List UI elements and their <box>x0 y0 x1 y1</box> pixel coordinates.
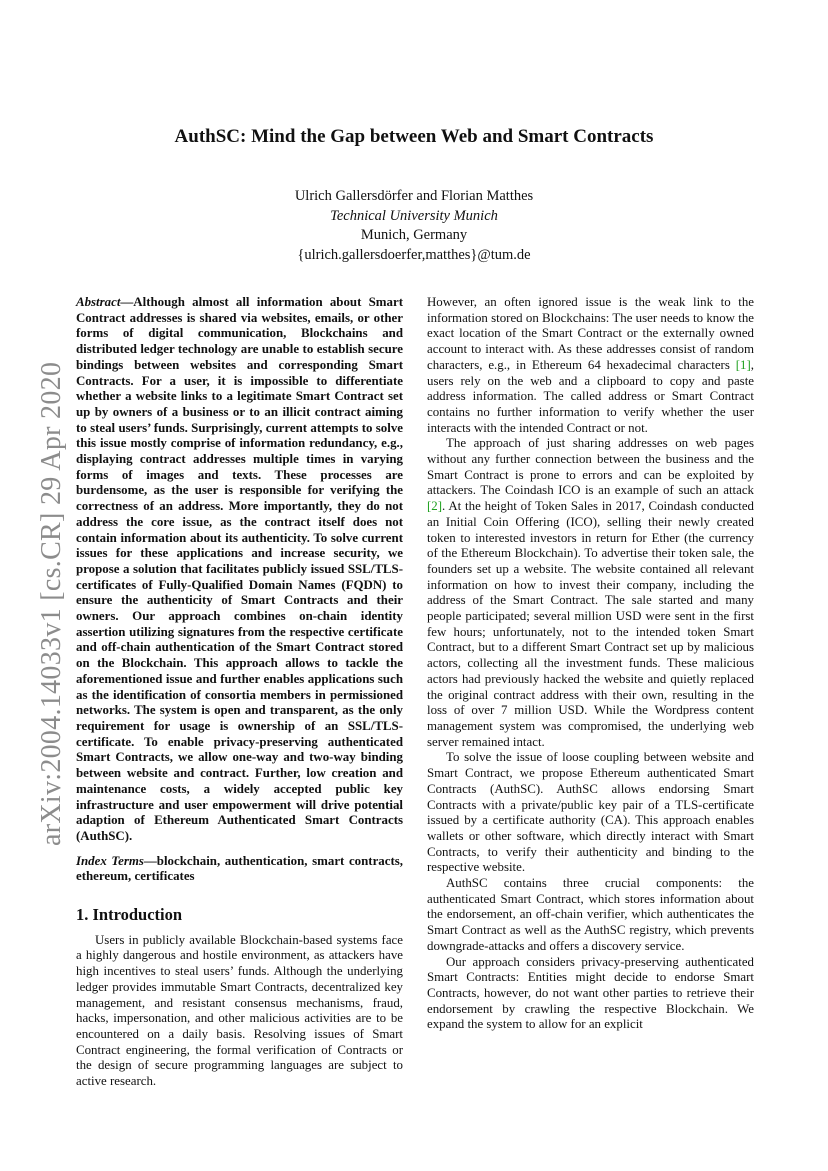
abstract-text: —Although almost all information about Smart Contract addresses is shared via websites, emails, or other forms of digital communication, Blockchains and distributed ledger technology are unable to establish secure bindings between websites and corresponding Smart Contracts. For a user, it is impossible to differentiate whether a website links to a legitimate Smart Contract set up by owners of a business or to an illicit contract aiming to steal users’ funds. Surprisingly, current attempts to solve this issue mostly comprise of information redundancy, e.g., displaying contract addresses multiple times in varying forms of images and texts. These processes are burdensome, as the user is responsible for verifying the correctness of an address. More importantly, they do not address the core issue, as the contract itself does not contain information about its authenticity. To solve current issues for these applications and increase security, we propose a solution that facilitates publicly issued SSL/TLS-certificates of Fully-Qualified Domain Names (FQDN) to ensure the authenticity of Smart Contracts and their owners. Our approach combines on-chain identity assertion utilizing signatures from the respective certificate and off-chain authentication of the Smart Contract stored on the Blockchain. This approach allows to tackle the aforementioned issue and further enables applications such as the identification of consortia members in permissioned networks. The system is open and transparent, as the only requirement for usage is ownership of an SSL/TLS-certificate. To enable privacy-preserving authenticated Smart Contracts, we allow one-way and two-way binding between website and contract. Further, low creation and maintenance costs, a widely accepted public key infrastructure and user empowerment will drive potential adaption of Ethereum Authenticated Smart Contracts (AuthSC). <box>76 295 403 843</box>
right-column <box>427 295 754 1033</box>
author-block <box>0 187 828 265</box>
intro-paragraph-2 <box>427 295 754 436</box>
intro-paragraph-5: AuthSC contains three crucial components: the authenticated Smart Contract, which stores information about the endorsement, an off-chain verifier, which authenticates the Smart Contract as well as the AuthSC registry, which prevents downgrade-attacks and offers a discovery service. <box>427 876 754 953</box>
paragraph-text: However, an often ignored issue is the weak link to the information stored on Blockchains: The user needs to know the exact location of the Smart Contract or the externally owned account to interact with. As these addresses consist of random characters, e.g., in Ethereum 64 hexadecimal characters <box>427 295 754 372</box>
author-location: Munich, Germany <box>360 227 468 243</box>
author-names: Ulrich Gallersdörfer and Florian Matthes <box>294 188 534 204</box>
index-terms <box>76 854 403 885</box>
arxiv-identifier-stamp: arXiv:2004.14033v1 [cs.CR] 29 Apr 2020 <box>36 361 67 846</box>
abstract-label: Abstract <box>76 295 121 309</box>
intro-paragraph-3 <box>427 436 754 750</box>
intro-paragraph-6: Our approach considers privacy-preserving authenticated Smart Contracts: Entities might decide to endorse Smart Contracts, however, do not want other parties to retrieve their endorsement by crawling the respective Blockchain. We expand the system to allow for an explicit <box>427 954 754 1032</box>
intro-paragraph-4: To solve the issue of loose coupling between website and Smart Contract, we propose Ethereum authenticated Smart Contracts (AuthSC). AuthSC allows endorsing Smart Contracts with a private/public key pair of a TLS-certificate issued by a certificate authority (CA). This approach enables wallets or other software, which directly interact with Smart Contracts, to verify their authenticity and binding to the respective website. <box>427 750 754 875</box>
index-terms-text: —blockchain, authentication, smart contracts, ethereum, certificates <box>76 853 403 884</box>
paragraph-text: The approach of just sharing addresses on web pages without any further connection between the business and the Smart Contract is prone to errors and can be exploited by attackers. The Coindash ICO is an example of such an attack <box>427 436 754 498</box>
paragraph-text: . At the height of Token Sales in 2017, Coindash conducted an Initial Coin Offering (ICO), selling their newly created token to interested investors in return for Ether (the currency of the Ethereum Blockchain). To advertise their token sale, the founders set up a website. The website contained all relevant information on how to invest their company, including the address of the Smart Contract. The sale started and many people participated; several million USD were sent in the first few hours; unfortunately, not to the intended token Smart Contract, but to a different Smart Contract set up by malicious actors, collecting all the investment funds. These malicious actors had previously hacked the website and quietly replaced the original contract address with their own, resulting in the loss of over 7 million USD. While the Wordpress content management system was compromised, the underlying web server remained intact. <box>427 499 754 749</box>
paper-title: AuthSC: Mind the Gap between Web and Smart Contracts <box>174 126 654 147</box>
paragraph-text: , users rely on the web and a clipboard to copy and paste address information. The called address or Smart Contract contains no further information to verify whether the user interacts with the intended Contract or not. <box>427 357 754 435</box>
citation-link[interactable]: [2] <box>427 499 443 514</box>
author-affiliation: Technical University Munich <box>330 207 498 224</box>
intro-paragraph-1: Users in publicly available Blockchain-based systems face a highly dangerous and hostile environment, as attackers have high incentives to steal users’ funds. Although the underlying ledger provides immutable Smart Contracts, decentralized key management, and resistant consensus mechanisms, fraud, hacks, impersonation, and other malicious activities are to be encountered on a daily basis. Resolving issues of Smart Contract engineering, the formal verification of Contracts or the design of secure programming languages are subject to active research. <box>76 932 403 1089</box>
section-heading-introduction: 1. Introduction <box>76 905 183 925</box>
index-terms-label: Index Terms <box>76 853 144 868</box>
author-email: {ulrich.gallersdoerfer,matthes}@tum.de <box>297 246 531 263</box>
left-column <box>76 295 403 1090</box>
citation-link[interactable]: [1] <box>735 357 751 372</box>
abstract <box>76 295 403 845</box>
